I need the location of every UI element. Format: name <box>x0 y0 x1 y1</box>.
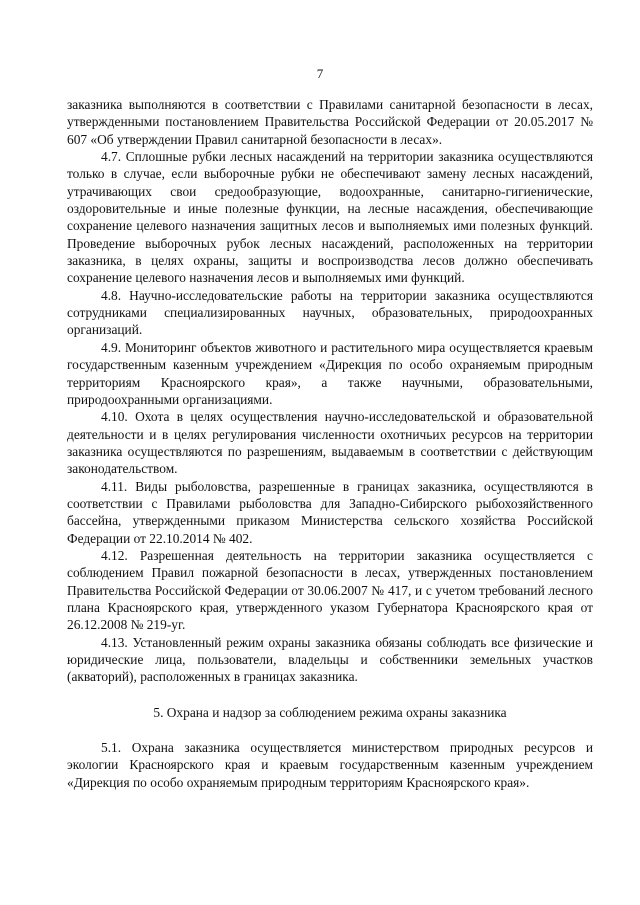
paragraph-4-7: 4.7. Сплошные рубки лесных насаждений на территории заказника осуществляются только в случае, если выборочные рубки не обеспечивают замену лесных насаждений, утрачивающих свои средообразующие, водоохранные, санитарно-гигиенические, оздоровительные и иные полезные функции, на лесные насаждения, обеспечивающие сохранение целевого назначения защитных лесов и выполняемых ими полезных функций. Проведение выборочных рубок лесных насаждений, расположенных на территории заказника, в целях охраны, защиты и воспроизводства лесов должно обеспечивать сохранение целевого назначения лесов и выполняемых ими функций. <box>67 149 593 286</box>
paragraph-4-10: 4.10. Охота в целях осуществления научно-исследовательской и образовательной деятельности и в целях регулирования численности охотничьих ресурсов на территории заказника осуществляются по разрешениям, выдаваемым в соответствии с действующим законодательством. <box>67 409 593 477</box>
paragraph-4-9: 4.9. Мониторинг объектов животного и растительного мира осуществляется краевым государственным казенным учреждением «Дирекция по особо охраняемым природным территориям Красноярского края», а также научными, образовательными, природоохранными организациями. <box>67 339 593 407</box>
paragraph-continuation: заказника выполняются в соответствии с Правилами санитарной безопасности в лесах, утвержденными постановлением Правительства Российской Федерации от 20.05.2017 № 607 «Об утверждении Правил санитарной безопасности в лесах». <box>67 97 593 147</box>
document-body <box>67 96 593 791</box>
paragraph-4-11: 4.11. Виды рыболовства, разрешенные в границах заказника, осуществляются в соответствии с Правилами рыболовства для Западно-Сибирского рыбохозяйственного бассейна, утвержденными приказом Министерства сельского хозяйства Российской Федерации от 22.10.2014 № 402. <box>67 478 593 546</box>
paragraph-4-13: 4.13. Установленный режим охраны заказника обязаны соблюдать все физические и юридические лица, пользователи, владельцы и собственники земельных участков (акваторий), расположенных в границах заказника. <box>67 634 593 685</box>
paragraph-5-1: 5.1. Охрана заказника осуществляется министерством природных ресурсов и экологии Красноярского края и краевым государственным казенным учреждением «Дирекция по особо охраняемым природным территориям Красноярского края». <box>67 740 593 790</box>
paragraph-4-8: 4.8. Научно-исследовательские работы на территории заказника осуществляются сотрудниками специализированных научных, образовательных, природоохранных организаций. <box>67 287 593 338</box>
section-title: 5. Охрана и надзор за соблюдением режима охраны заказника <box>153 704 507 720</box>
page-number: 7 <box>316 66 324 81</box>
paragraph-4-12: 4.12. Разрешенная деятельность на территории заказника осуществляется с соблюдением Правил пожарной безопасности в лесах, утвержденных постановлением Правительства Российской Федерации от 30.06.2007 № 417, и с учетом требований лесного плана Красноярского края, утвержденного указом Губернатора Красноярского края от 26.12.2008 № 219-уг. <box>67 547 593 633</box>
